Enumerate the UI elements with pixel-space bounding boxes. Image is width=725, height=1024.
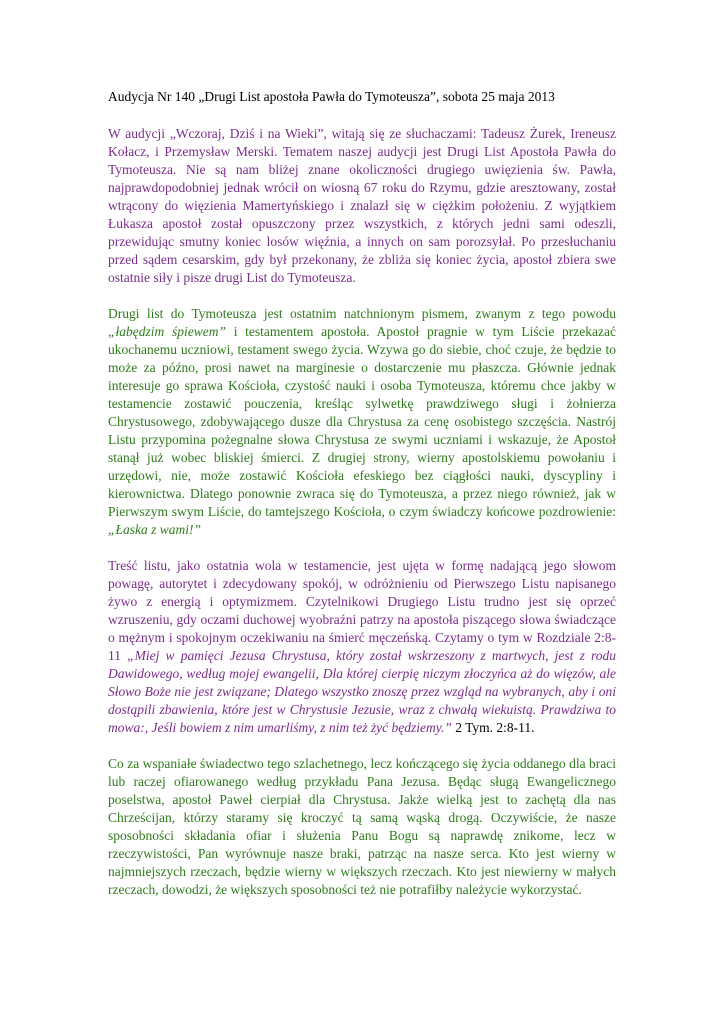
paragraph-text: Drugi list do Tymoteusza jest ostatnim natchnionym pismem, zwanym z tego powodu: [108, 306, 616, 321]
quote-swan-song: „łabędzim śpiewem”: [108, 324, 226, 339]
scripture-reference: 2 Tym. 2:8-11.: [451, 720, 535, 735]
paragraph-intro: W audycji „Wczoraj, Dziś i na Wieki”, witają się ze słuchaczami: Tadeusz Żurek, Ireneusz Kołacz, i Przemysław Merski. Tematem naszej audycji jest Drugi List Apostoła Pawła do Tymoteusza. Nie są nam bliżej znane okoliczności drugiego uwięzienia św. Pawła, najprawdopodobniej jednak wrócił on wiosną 67 roku do Rzymu, gdzie aresztowany, został wtrącony do więzienia Mamertyńskiego i znalazł się w ciężkim położeniu. Z wyjątkiem Łukasza apostoł został opuszczony przez wszystkich, z których jedni sami odeszli, przewidując smutny koniec losów więźnia, a innych on sam porozsyłał. Po przesłuchaniu przed sądem cesarskim, gdy był przekonany, że zbliża się koniec życia, apostoł zbiera swe ostatnie siły i pisze drugi List do Tymoteusza.: [108, 126, 616, 285]
paragraph-testimony: Co za wspaniałe świadectwo tego szlachetnego, lecz kończącego się życia oddanego dla braci lub raczej ofiarowanego według przykładu Pana Jezusa. Będąc sługą Ewangelicznego poselstwa, apostoł Paweł cierpiał dla Chrystusa. Jakże wielką jest to zachętą dla nas Chrześcijan, którzy staramy się kroczyć tą samą wąską drogą. Oczywiście, że nasze sposobności składania ofiar i służenia Panu Bogu są naprawdę znikome, lecz w rzeczywistości, Pan wyrównuje nasze braki, patrząc na nasze serca. Kto jest wierny w najmniejszych rzeczach, będzie wierny w większych rzeczach. Kto jest niewierny w małych rzeczach, dowodzi, że większych sposobności też nie potrafiłby należycie wykorzystać.: [108, 756, 616, 897]
paragraph-text: Treść listu, jako ostatnia wola w testamencie, jest ujęta w formę nadającą jego słowom powagę, autorytet i zdecydowany spokój, w odróżnieniu od Pierwszego Listu napisanego żywo z energią i optymizmem. Czytelnikowi Drugiego Listu trudno jest się oprzeć wzruszeniu, gdy oczami duchowej wyobraźni patrzy na apostoła piszącego słowa świadczące o mężnym i spokojnym oczekiwaniu na śmierć męczeńską. Czytamy o tym w Rozdziale 2:8-11: [108, 558, 616, 663]
document-page: [108, 88, 616, 917]
scripture-quote: „Miej w pamięci Jezusa Chrystusa, który został wskrzeszony z martwych, jest z rodu Dawidowego, według mojej ewangelii, Dla której cierpię niczym złoczyńca aż do więzów, ale Słowo Boże nie jest związane; Dlatego wszystko znoszę przez wzgląd na wybranych, aby i oni dostąpili zbawienia, które jest w Chrystusie Jezusie, wraz z chwałą wiekuistą. Prawdziwa to mowa:, Jeśli bowiem z nim umarliśmy, z nim też żyć będziemy.”: [108, 648, 616, 735]
quote-grace: „Łaska z wami!”: [108, 522, 202, 537]
paragraph-second-letter: [108, 305, 616, 539]
document-header: Audycja Nr 140 „Drugi List apostoła Pawła do Tymoteusza”, sobota 25 maja 2013: [108, 89, 555, 104]
paragraph-content-of-letter: [108, 557, 616, 737]
paragraph-text: i testamentem apostoła. Apostoł pragnie w tym Liście przekazać ukochanemu uczniowi, testament swego życia. Wzywa go do siebie, choć czuje, że będzie to może za późno, prosi nawet na marginesie o dostarczenie mu płaszcza. Głównie jednak interesuje go sprawa Kościoła, czystość nauki i osoba Tymoteusza, któremu chce jakby w testamencie zostawić pouczenia, kreśląc sylwetkę prawdziwego sługi i żołnierza Chrystusowego, zdobywającego dusze dla Chrystusa za cenę osobistego szczęścia. Nastrój Listu przypomina pożegnalne słowa Chrystusa ze swymi uczniami i wskazuje, że Apostoł stanął już wobec bliskiej śmierci. Z drugiej strony, wierny apostolskiemu powołaniu i urzędowi, nie, może zostawić Kościoła efeskiego bez ciągłości nauki, dyscypliny i kierownictwa. Dlatego ponownie zwraca się do Tymoteusza, a przez niego również, jak w Pierwszym swym Liście, do tamtejszego Kościoła, o czym świadczy końcowe pozdrowienie:: [108, 324, 616, 519]
